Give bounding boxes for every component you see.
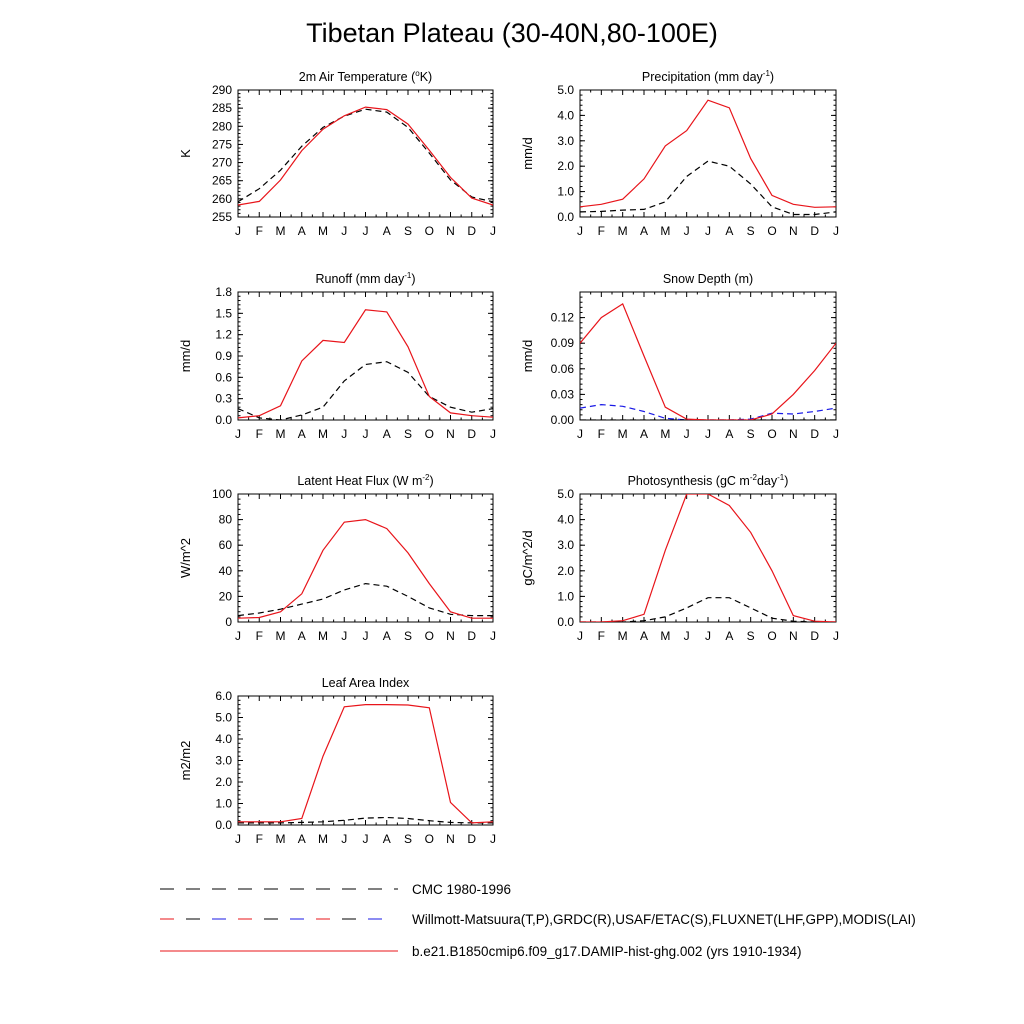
chart-panel: [520, 69, 839, 238]
y-tick-label: 0.00: [550, 413, 574, 427]
x-tick-label: N: [446, 427, 455, 441]
x-tick-label: J: [490, 427, 496, 441]
x-tick-label: N: [446, 629, 455, 643]
series-line-model: [238, 310, 493, 418]
panel-title: [642, 69, 774, 84]
x-tick-label: M: [275, 629, 286, 643]
x-tick-label: M: [318, 629, 328, 643]
title-text: ): [769, 70, 775, 84]
x-tick-label: A: [639, 629, 649, 643]
y-tick-label: 0.0: [557, 210, 574, 224]
x-tick-label: J: [705, 224, 711, 238]
plot-frame: [580, 90, 836, 217]
x-tick-label: J: [235, 224, 241, 238]
panel-title: [316, 271, 416, 286]
x-tick-label: A: [639, 427, 649, 441]
y-tick-label: 275: [211, 137, 232, 152]
x-tick-label: J: [490, 629, 496, 643]
title-text: ): [411, 272, 416, 286]
y-tick-label: 285: [211, 101, 232, 116]
x-tick-label: F: [255, 629, 263, 643]
y-tick-label: 1.5: [215, 306, 232, 321]
x-tick-label: O: [767, 224, 777, 238]
x-tick-label: J: [683, 629, 690, 643]
title-text: ): [429, 474, 434, 488]
y-axis-label: mm/d: [520, 339, 535, 373]
y-axis-label: gC/m^2/d: [520, 530, 535, 586]
y-tick-label: 1.0: [215, 796, 232, 811]
x-tick-label: A: [382, 427, 391, 441]
legend-label: CMC 1980-1996: [412, 882, 512, 897]
plot-frame: [238, 292, 493, 420]
legend-item: [160, 944, 801, 959]
x-tick-label: J: [577, 629, 583, 643]
y-tick-label: 4.0: [215, 732, 232, 746]
title-text: Snow Depth (m): [662, 272, 754, 286]
x-tick-label: N: [446, 832, 455, 846]
x-tick-label: D: [467, 224, 477, 238]
title-text: 2m Air Temperature (: [298, 70, 416, 84]
series-line-obs-cmc: [580, 161, 836, 214]
x-tick-label: J: [341, 427, 348, 441]
x-tick-label: F: [255, 224, 263, 238]
x-tick-label: A: [297, 832, 306, 846]
title-text: Leaf Area Index: [321, 676, 410, 690]
x-tick-label: O: [767, 629, 777, 643]
x-tick-label: F: [597, 224, 606, 238]
series-line-model: [238, 705, 493, 823]
series-line-obs-cmc: [238, 584, 493, 616]
x-tick-label: J: [362, 629, 369, 643]
y-tick-label: 4.0: [557, 512, 574, 527]
x-tick-label: M: [617, 224, 628, 238]
plot-frame: [238, 90, 493, 217]
x-tick-label: J: [341, 224, 348, 238]
plot-frame: [580, 292, 836, 420]
x-tick-label: J: [362, 224, 369, 238]
x-tick-label: S: [403, 832, 413, 846]
title-superscript: -1: [777, 473, 785, 482]
x-tick-label: J: [362, 427, 369, 441]
x-tick-label: M: [660, 427, 671, 441]
legend-label: Willmott-Matsuura(T,P),GRDC(R),USAF/ETAC(S),FLUXNET(LHF,GPP),MODIS(LAI): [412, 912, 916, 927]
title-text: Runoff (mm day: [315, 272, 405, 286]
x-tick-label: N: [788, 629, 798, 643]
y-tick-label: 100: [211, 487, 232, 501]
y-tick-label: 2.0: [215, 775, 232, 789]
chart-panel: [178, 473, 496, 643]
series-line-model: [238, 107, 493, 205]
x-tick-label: F: [597, 629, 606, 643]
x-tick-label: M: [318, 427, 328, 441]
x-tick-label: S: [403, 629, 413, 643]
x-tick-label: D: [467, 629, 477, 643]
title-superscript: -2: [422, 473, 430, 482]
x-tick-label: J: [235, 832, 241, 846]
x-tick-label: J: [833, 629, 839, 643]
x-tick-label: J: [341, 629, 348, 643]
y-tick-label: 60: [218, 538, 232, 553]
y-tick-label: 3.0: [215, 753, 232, 768]
y-tick-label: 0.06: [550, 361, 574, 376]
panel-title: [322, 676, 410, 690]
x-tick-label: N: [788, 427, 798, 441]
x-tick-label: D: [467, 427, 477, 441]
y-tick-label: 3.0: [557, 133, 574, 148]
x-tick-label: O: [424, 629, 434, 643]
x-tick-label: A: [297, 224, 306, 238]
x-tick-label: O: [767, 427, 777, 441]
title-superscript: -1: [404, 271, 412, 280]
x-tick-label: M: [617, 629, 628, 643]
legend: [160, 882, 916, 959]
x-tick-label: F: [255, 832, 263, 846]
legend-item: [160, 882, 511, 897]
y-tick-label: 1.8: [215, 285, 232, 299]
chart-panel: [178, 69, 496, 238]
panel-title: [663, 272, 753, 286]
plot-frame: [580, 494, 836, 622]
y-tick-label: 0.6: [215, 370, 232, 385]
title-text: day: [756, 474, 778, 488]
x-tick-label: J: [235, 427, 241, 441]
x-tick-label: N: [446, 224, 455, 238]
x-tick-label: M: [275, 832, 286, 846]
y-axis-label: W/m^2: [178, 537, 193, 579]
y-tick-label: 290: [211, 83, 232, 97]
y-tick-label: 280: [211, 119, 232, 134]
y-tick-label: 0.3: [215, 391, 232, 406]
y-tick-label: 260: [211, 191, 232, 206]
x-tick-label: O: [424, 427, 434, 441]
x-tick-label: J: [683, 427, 690, 441]
x-tick-label: M: [318, 832, 328, 846]
x-tick-label: A: [297, 427, 306, 441]
x-tick-label: S: [403, 224, 413, 238]
y-tick-label: 0.03: [550, 387, 574, 402]
title-text: ): [784, 474, 789, 488]
y-tick-label: 270: [211, 155, 232, 170]
x-tick-label: A: [725, 224, 734, 238]
x-tick-label: J: [833, 224, 839, 238]
x-tick-label: M: [660, 224, 671, 238]
title-superscript: -1: [762, 69, 770, 78]
legend-label: b.e21.B1850cmip6.f09_g17.DAMIP-hist-ghg.002 (yrs 1910-1934): [412, 944, 802, 959]
x-tick-label: O: [424, 832, 434, 846]
y-tick-label: 5.0: [557, 83, 574, 97]
x-tick-label: A: [382, 629, 391, 643]
series-line-model: [580, 100, 836, 207]
y-tick-label: 0.09: [550, 336, 574, 351]
panel-title: [297, 473, 433, 488]
y-tick-label: 265: [211, 173, 232, 188]
y-axis-label: mm/d: [520, 137, 535, 170]
y-tick-label: 1.2: [215, 327, 232, 342]
x-tick-label: S: [746, 629, 755, 643]
series-line-model: [580, 304, 836, 420]
y-tick-label: 2.0: [557, 159, 574, 174]
x-tick-label: M: [617, 427, 628, 441]
x-tick-label: J: [705, 427, 711, 441]
x-tick-label: S: [403, 427, 413, 441]
x-tick-label: S: [746, 427, 755, 441]
chart-panel: [520, 272, 839, 441]
title-superscript: o: [415, 69, 420, 78]
x-tick-label: D: [810, 224, 820, 238]
x-tick-label: J: [705, 629, 711, 643]
y-tick-label: 6.0: [215, 689, 232, 703]
x-tick-label: A: [382, 832, 391, 846]
x-tick-label: J: [490, 832, 496, 846]
x-tick-label: O: [424, 224, 434, 238]
x-tick-label: S: [746, 224, 755, 238]
y-tick-label: 255: [211, 210, 232, 224]
x-tick-label: J: [683, 224, 690, 238]
y-tick-label: 80: [218, 512, 232, 527]
title-text: Latent Heat Flux (W m: [297, 474, 423, 488]
y-tick-label: 0.9: [215, 349, 232, 363]
panel-title: [299, 69, 432, 84]
x-tick-label: J: [341, 832, 348, 846]
x-tick-label: M: [318, 224, 328, 238]
y-axis-label: K: [178, 149, 193, 158]
panel-title: [628, 473, 789, 488]
title-superscript: -2: [749, 473, 757, 482]
y-tick-label: 4.0: [557, 108, 574, 123]
x-tick-label: M: [275, 224, 286, 238]
legend-item: [160, 912, 916, 927]
x-tick-label: A: [725, 427, 734, 441]
x-tick-label: A: [297, 629, 306, 643]
y-tick-label: 0: [225, 615, 232, 629]
y-tick-label: 0.0: [215, 818, 232, 832]
plot-frame: [238, 696, 493, 825]
y-tick-label: 5.0: [215, 710, 232, 725]
x-tick-label: J: [577, 427, 583, 441]
page-title: Tibetan Plateau (30-40N,80-100E): [306, 18, 718, 48]
title-text: Precipitation (mm day: [641, 70, 763, 84]
x-tick-label: J: [833, 427, 839, 441]
x-tick-label: D: [810, 427, 820, 441]
chart-panel: [178, 676, 496, 846]
y-tick-label: 3.0: [557, 538, 574, 553]
x-tick-label: M: [660, 629, 671, 643]
x-tick-label: M: [275, 427, 286, 441]
y-tick-label: 2.0: [557, 563, 574, 578]
y-tick-label: 0.0: [215, 413, 232, 427]
x-tick-label: D: [467, 832, 477, 846]
x-tick-label: F: [255, 427, 263, 441]
series-line-model: [580, 494, 836, 622]
x-tick-label: J: [577, 224, 583, 238]
y-tick-label: 40: [218, 563, 232, 578]
x-tick-label: J: [490, 224, 496, 238]
x-tick-label: A: [725, 629, 734, 643]
title-text: Photosynthesis (gC m: [627, 474, 750, 488]
x-tick-label: N: [788, 224, 798, 238]
x-tick-label: J: [362, 832, 369, 846]
y-tick-label: 20: [218, 589, 232, 604]
series-line-obs-cmc: [238, 109, 493, 202]
y-tick-label: 5.0: [557, 487, 574, 501]
chart-panel: [520, 473, 839, 643]
x-tick-label: J: [235, 629, 241, 643]
y-axis-label: m2/m2: [178, 740, 193, 781]
series-line-obs-cmc: [238, 362, 493, 420]
series-line-model: [238, 520, 493, 619]
chart-panel: [178, 271, 496, 441]
y-tick-label: 0.0: [557, 615, 574, 629]
y-axis-label: mm/d: [178, 339, 193, 373]
y-tick-label: 0.12: [550, 310, 574, 325]
x-tick-label: D: [810, 629, 820, 643]
x-tick-label: A: [639, 224, 649, 238]
x-tick-label: A: [382, 224, 391, 238]
y-tick-label: 1.0: [557, 184, 574, 199]
x-tick-label: F: [597, 427, 606, 441]
title-text: K): [419, 70, 433, 84]
y-tick-label: 1.0: [557, 589, 574, 604]
plot-frame: [238, 494, 493, 622]
